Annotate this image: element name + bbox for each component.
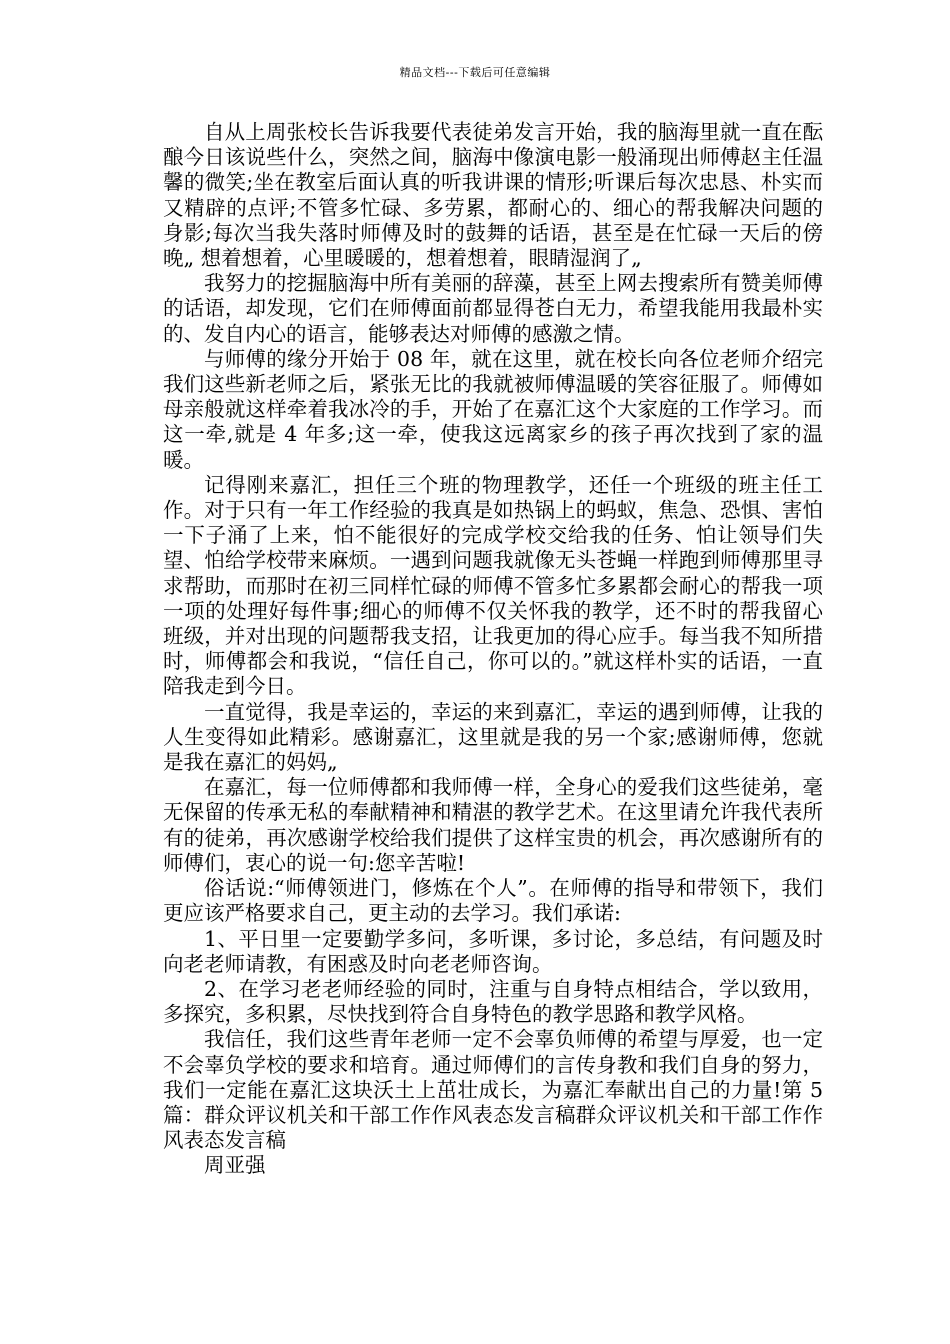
document-body [163,120,823,1179]
paragraph: 自从上周张校长告诉我要代表徒弟发言开始，我的脑海里就一直在酝酿今日该说些什么，突然之间，脑海中像演电影一般涌现出师傅赵主任温馨的微笑;坐在教室后面认真的听我讲课的情形;听课后每次忠恳、朴实而又精辟的点评;不管多忙碌、多劳累，都耐心的、细心的帮我解决问题的身影;每次当我失落时师傅及时的鼓舞的话语，甚至是在忙碌一天后的傍晚„ 想着想着，心里暖暖的，想着想着，眼睛湿润了„ [163,120,823,271]
paragraph: 俗话说:“师傅领进门，修炼在个人”。在师傅的指导和带领下，我们更应该严格要求自己，更主动的去学习。我们承诺: [163,876,823,926]
paragraph: 与师傅的缘分开始于 08 年，就在这里，就在校长向各位老师介绍完我们这些新老师之后，紧张无比的我就被师傅温暖的笑容征服了。师傅如母亲般就这样牵着我冰冷的手，开始了在嘉汇这个大家庭的工作学习。而这一牵,就是 4 年多;这一牵，使我这远离家乡的孩子再次找到了家的温暖。 [163,346,823,472]
list-item-2: 2、在学习老老师经验的同时，注重与自身特点相结合，学以致用，多探究，多积累，尽快找到符合自身特色的教学思路和教学风格。 [163,976,823,1027]
paragraph: 一直觉得，我是幸运的，幸运的来到嘉汇，幸运的遇到师傅，让我的人生变得如此精彩。感谢嘉汇，这里就是我的另一个家;感谢师傅，您就是我在嘉汇的妈妈„ [163,699,823,775]
list-item-1: 1、平日里一定要勤学多问，多听课，多讨论，多总结，有问题及时向老老师请教，有困惑及时向老老师咨询。 [163,926,823,976]
paragraph: 我努力的挖掘脑海中所有美丽的辞藻，甚至上网去搜索所有赞美师傅的话语，却发现，它们在师傅面前都显得苍白无力，希望我能用我最朴实的、发自内心的语言，能够表达对师傅的感激之情。 [163,271,823,346]
paragraph: 记得刚来嘉汇，担任三个班的物理教学，还任一个班级的班主任工作。对于只有一年工作经验的我真是如热锅上的蚂蚁，焦急、恐惧、害怕一下子涌了上来，怕不能很好的完成学校交给我的任务、怕让领导们失望、怕给学校带来麻烦。一遇到问题我就像无头苍蝇一样跑到师傅那里寻求帮助，而那时在初三同样忙碌的师傅不管多忙多累都会耐心的帮我一项一项的处理好每件事;细心的师傅不仅关怀我的教学，还不时的帮我留心班级，并对出现的问题帮我支招，让我更加的得心应手。每当我不知所措时，师傅都会和我说，“信任自己，你可以的。”就这样朴实的话语，一直陪我走到今日。 [163,472,823,699]
paragraph: 我信任，我们这些青年老师一定不会辜负师傅的希望与厚爱，也一定不会辜负学校的要求和培育。通过师傅们的言传身教和我们自身的努力，我们一定能在嘉汇这块沃土上茁壮成长，为嘉汇奉献出自己的力量!第 5 篇：群众评议机关和干部工作作风表态发言稿群众评议机关和干部工作作风表态发言稿 [163,1027,823,1153]
author-signature: 周亚强 [204,1153,266,1178]
page-header: 精品文档---下载后可任意编辑 [399,66,551,79]
paragraph: 在嘉汇，每一位师傅都和我师傅一样，全身心的爱我们这些徒弟，毫无保留的传承无私的奉献精神和精湛的教学艺术。在这里请允许我代表所有的徒弟，再次感谢学校给我们提供了这样宝贵的机会，再次感谢所有的师傅们，衷心的说一句:您辛苦啦! [163,775,823,875]
